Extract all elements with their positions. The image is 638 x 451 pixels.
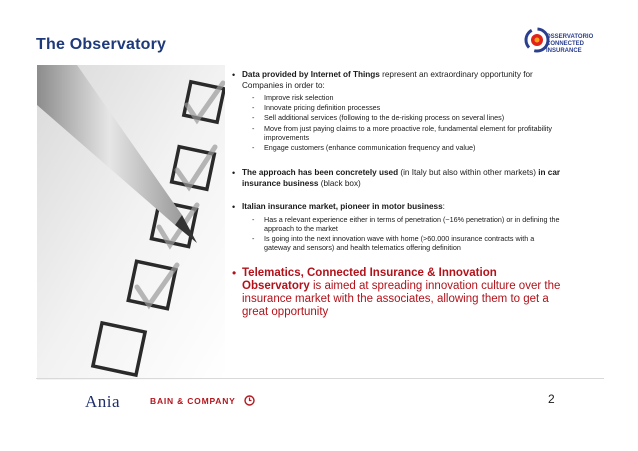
bullet-market-text: : (442, 202, 445, 212)
bain-logo: BAIN & COMPANY (150, 396, 236, 406)
market-sub-list (252, 215, 562, 253)
bullet-observatory-bold: Telematics, Connected Insurance & Innovation Observatory (242, 266, 497, 292)
bullet-iot-text: represent an extraordinary opportunity for Companies in order to: (242, 70, 533, 90)
bullet-italian-market (232, 202, 562, 252)
bullet-observatory-highlight (232, 267, 562, 319)
iot-sub-list (252, 93, 562, 152)
list-item: - Improve risk selection (252, 93, 562, 102)
page-title: The Observatory (36, 36, 167, 53)
bullet-approach (232, 168, 562, 189)
logo-line-3: INSURANCE (546, 48, 582, 54)
logo-line-2: CONNECTED (546, 41, 585, 47)
bullet-approach-text-2: (black box) (318, 178, 361, 188)
bullet-iot-data (232, 70, 562, 152)
logo-line-1: OSSERVATORIO (546, 34, 594, 40)
list-item: - Is going into the next innovation wave with home (>60.000 insurance contracts with a gateway and sensors) and health telematics offering definition (252, 234, 562, 252)
footer-divider (36, 378, 604, 379)
bain-circle-icon (244, 395, 255, 406)
content-area (232, 70, 562, 323)
bullet-market-bold: Italian insurance market, pioneer in motor business (242, 202, 443, 212)
list-item: - Move from just paying claims to a more proactive role, fundamental element for profitability improvements (252, 124, 562, 142)
bullet-observatory-text: is aimed at spreading innovation culture over the insurance market with the associates, allowing them to get a great opportunity (242, 279, 561, 318)
list-item: - Sell additional services (following to the de-risking process on several lines) (252, 113, 562, 122)
list-item: - Has a relevant experience either in terms of penetration (~16% penetration) or in defining the approach to the market (252, 215, 562, 233)
list-item: - Engage customers (enhance communication frequency and value) (252, 143, 562, 152)
bullet-approach-text-1: (in Italy but also within other markets) (398, 168, 539, 178)
bullet-approach-bold-1: The approach has been concretely used (242, 168, 399, 178)
list-item: - Innovate pricing definition processes (252, 103, 562, 112)
page-number: 2 (548, 392, 555, 406)
checklist-pencil-image (37, 65, 225, 380)
observatory-logo-text (546, 34, 593, 55)
bullet-approach-bold-2: in car insurance business (242, 168, 561, 188)
bullet-iot-bold: Data provided by Internet of Things (242, 70, 380, 79)
ania-logo: Ania (85, 392, 121, 411)
